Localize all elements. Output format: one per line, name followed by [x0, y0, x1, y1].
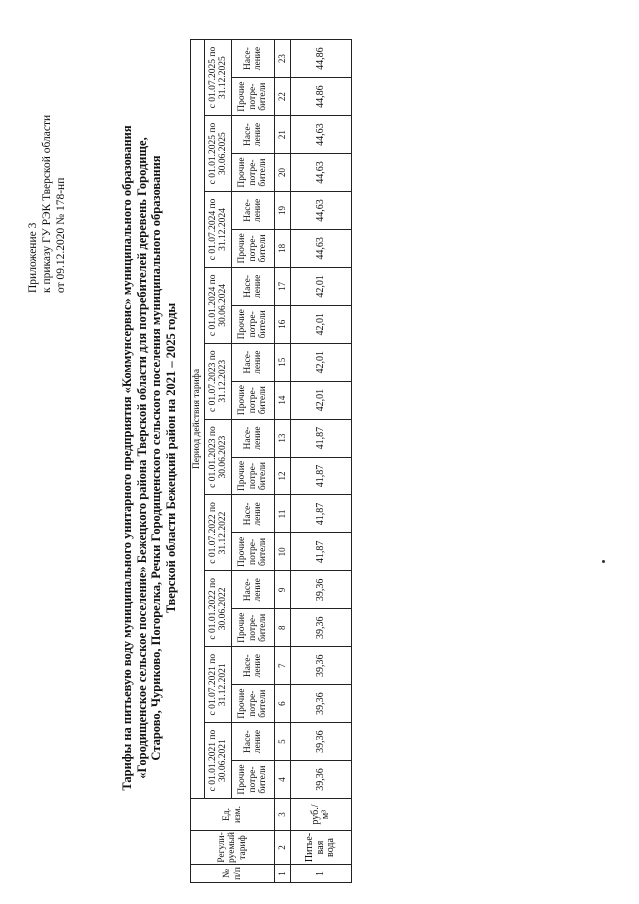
consumer-population-header: Насе-ление — [232, 647, 275, 685]
consumer-other-header: Прочие потре-бители — [232, 761, 275, 799]
row-tariff-name: Питье-вая вода — [291, 831, 352, 865]
tariff-table — [190, 39, 352, 883]
column-number: 1 — [275, 865, 291, 883]
title-line: «Городищенское сельское поселение» Бежецкого района Тверской области для потребителей деревень Городище, — [134, 137, 149, 779]
tariff-value-cell: 39,36 — [291, 571, 352, 609]
header-period: Период действия тарифа — [191, 40, 205, 799]
consumer-population-header: Насе-ление — [232, 192, 275, 230]
column-number: 2 — [275, 831, 291, 865]
rotated-document-page — [12, 23, 627, 893]
tariff-value-cell: 44,86 — [291, 40, 352, 78]
column-number: 14 — [275, 381, 291, 419]
title-line: Тверской области Бежецкий район на 2021 – 2025 годы — [163, 302, 178, 614]
title-line: Тарифы на питьевую воду муниципального унитарного предприятия «Коммунсервис» муниципального образования — [120, 125, 134, 791]
column-number: 20 — [275, 154, 291, 192]
tariff-value-cell: 39,36 — [291, 685, 352, 723]
row-number: 1 — [291, 865, 352, 883]
tariff-value-cell: 42,01 — [291, 267, 352, 305]
tariff-value-cell: 44,63 — [291, 116, 352, 154]
consumer-other-header: Прочие потре-бители — [232, 305, 275, 343]
tariff-value-cell: 44,63 — [291, 192, 352, 230]
title-line: Старово, Чуриково, Погорелка, Речки Городищенского сельского поселения муниципального образования — [149, 155, 163, 761]
tariff-value-cell: 44,63 — [291, 229, 352, 267]
consumer-other-header: Прочие потре-бители — [232, 229, 275, 267]
tariff-value-cell: 44,86 — [291, 78, 352, 116]
appendix-note — [26, 31, 68, 293]
consumer-other-header: Прочие потре-бители — [232, 685, 275, 723]
column-number: 7 — [275, 647, 291, 685]
consumer-population-header: Насе-ление — [232, 267, 275, 305]
document-title — [120, 63, 178, 853]
tariff-value-cell: 42,01 — [291, 343, 352, 381]
header-num: № п/п — [191, 865, 275, 883]
consumer-population-header: Насе-ление — [232, 40, 275, 78]
consumer-other-header: Прочие потре-бители — [232, 609, 275, 647]
tariff-value-cell: 39,36 — [291, 609, 352, 647]
header-regulated-tariff: Регули-руемый тариф — [191, 831, 275, 865]
period-2021-h2: с 01.07.2021 по 31.12.2021 — [205, 647, 232, 723]
column-number: 17 — [275, 267, 291, 305]
column-number: 23 — [275, 40, 291, 78]
tariff-value-cell: 39,36 — [291, 647, 352, 685]
period-2024-h2: с 01.07.2024 по 31.12.2024 — [205, 192, 232, 268]
row-unit: руб./м³ — [291, 799, 352, 831]
consumer-other-header: Прочие потре-бители — [232, 78, 275, 116]
column-number: 10 — [275, 533, 291, 571]
appendix-line: Приложение 3 — [27, 222, 39, 293]
consumer-other-header: Прочие потре-бители — [232, 381, 275, 419]
appendix-line: к приказу ГУ РЭК Тверской области — [41, 114, 53, 293]
consumer-other-header: Прочие потре-бители — [232, 457, 275, 495]
column-number: 11 — [275, 495, 291, 533]
tariff-value-cell: 41,87 — [291, 533, 352, 571]
appendix-line: от 09.12.2020 № 178-нп — [55, 177, 67, 293]
period-2025-h2: с 01.07.2025 по 31.12.2025 — [205, 40, 232, 116]
consumer-population-header: Насе-ление — [232, 116, 275, 154]
consumer-other-header: Прочие потре-бители — [232, 533, 275, 571]
column-number: 5 — [275, 723, 291, 761]
period-2022-h2: с 01.07.2022 по 31.12.2022 — [205, 495, 232, 571]
column-number: 4 — [275, 761, 291, 799]
tariff-value-cell: 44,63 — [291, 154, 352, 192]
table-row — [291, 40, 352, 883]
period-2021-h1: с 01.01.2021 по 30.06.2021 — [205, 723, 232, 799]
tariff-value-cell: 39,36 — [291, 761, 352, 799]
tariff-value-cell: 39,36 — [291, 723, 352, 761]
column-number: 19 — [275, 192, 291, 230]
column-number-row — [275, 40, 291, 883]
consumer-row — [232, 40, 275, 883]
header-unit: Ед. изм. — [191, 799, 275, 831]
tariff-value-cell: 41,87 — [291, 457, 352, 495]
tariff-value-cell: 41,87 — [291, 419, 352, 457]
period-2024-h1: с 01.01.2024 по 30.06.2024 — [205, 267, 232, 343]
consumer-population-header: Насе-ление — [232, 723, 275, 761]
column-number: 13 — [275, 419, 291, 457]
consumer-population-header: Насе-ление — [232, 571, 275, 609]
tariff-value-cell: 42,01 — [291, 381, 352, 419]
column-number: 9 — [275, 571, 291, 609]
tariff-value-cell: 42,01 — [291, 305, 352, 343]
column-number: 16 — [275, 305, 291, 343]
consumer-population-header: Насе-ление — [232, 343, 275, 381]
tariff-value-cell: 41,87 — [291, 495, 352, 533]
column-number: 12 — [275, 457, 291, 495]
consumer-other-header: Прочие потре-бители — [232, 154, 275, 192]
column-number: 21 — [275, 116, 291, 154]
column-number: 6 — [275, 685, 291, 723]
period-2022-h1: с 01.01.2022 по 30.06.2022 — [205, 571, 232, 647]
column-number: 15 — [275, 343, 291, 381]
column-number: 22 — [275, 78, 291, 116]
consumer-population-header: Насе-ление — [232, 419, 275, 457]
consumer-population-header: Насе-ление — [232, 495, 275, 533]
scan-speck — [602, 560, 605, 563]
column-number: 18 — [275, 229, 291, 267]
column-number: 3 — [275, 799, 291, 831]
column-number: 8 — [275, 609, 291, 647]
period-2025-h1: с 01.01.2025 по 30.06.2025 — [205, 116, 232, 192]
period-2023-h1: с 01.01.2023 по 30.06.2023 — [205, 419, 232, 495]
period-2023-h2: с 01.07.2023 по 31.12.2023 — [205, 343, 232, 419]
header-row — [191, 40, 205, 883]
period-row — [205, 40, 232, 883]
